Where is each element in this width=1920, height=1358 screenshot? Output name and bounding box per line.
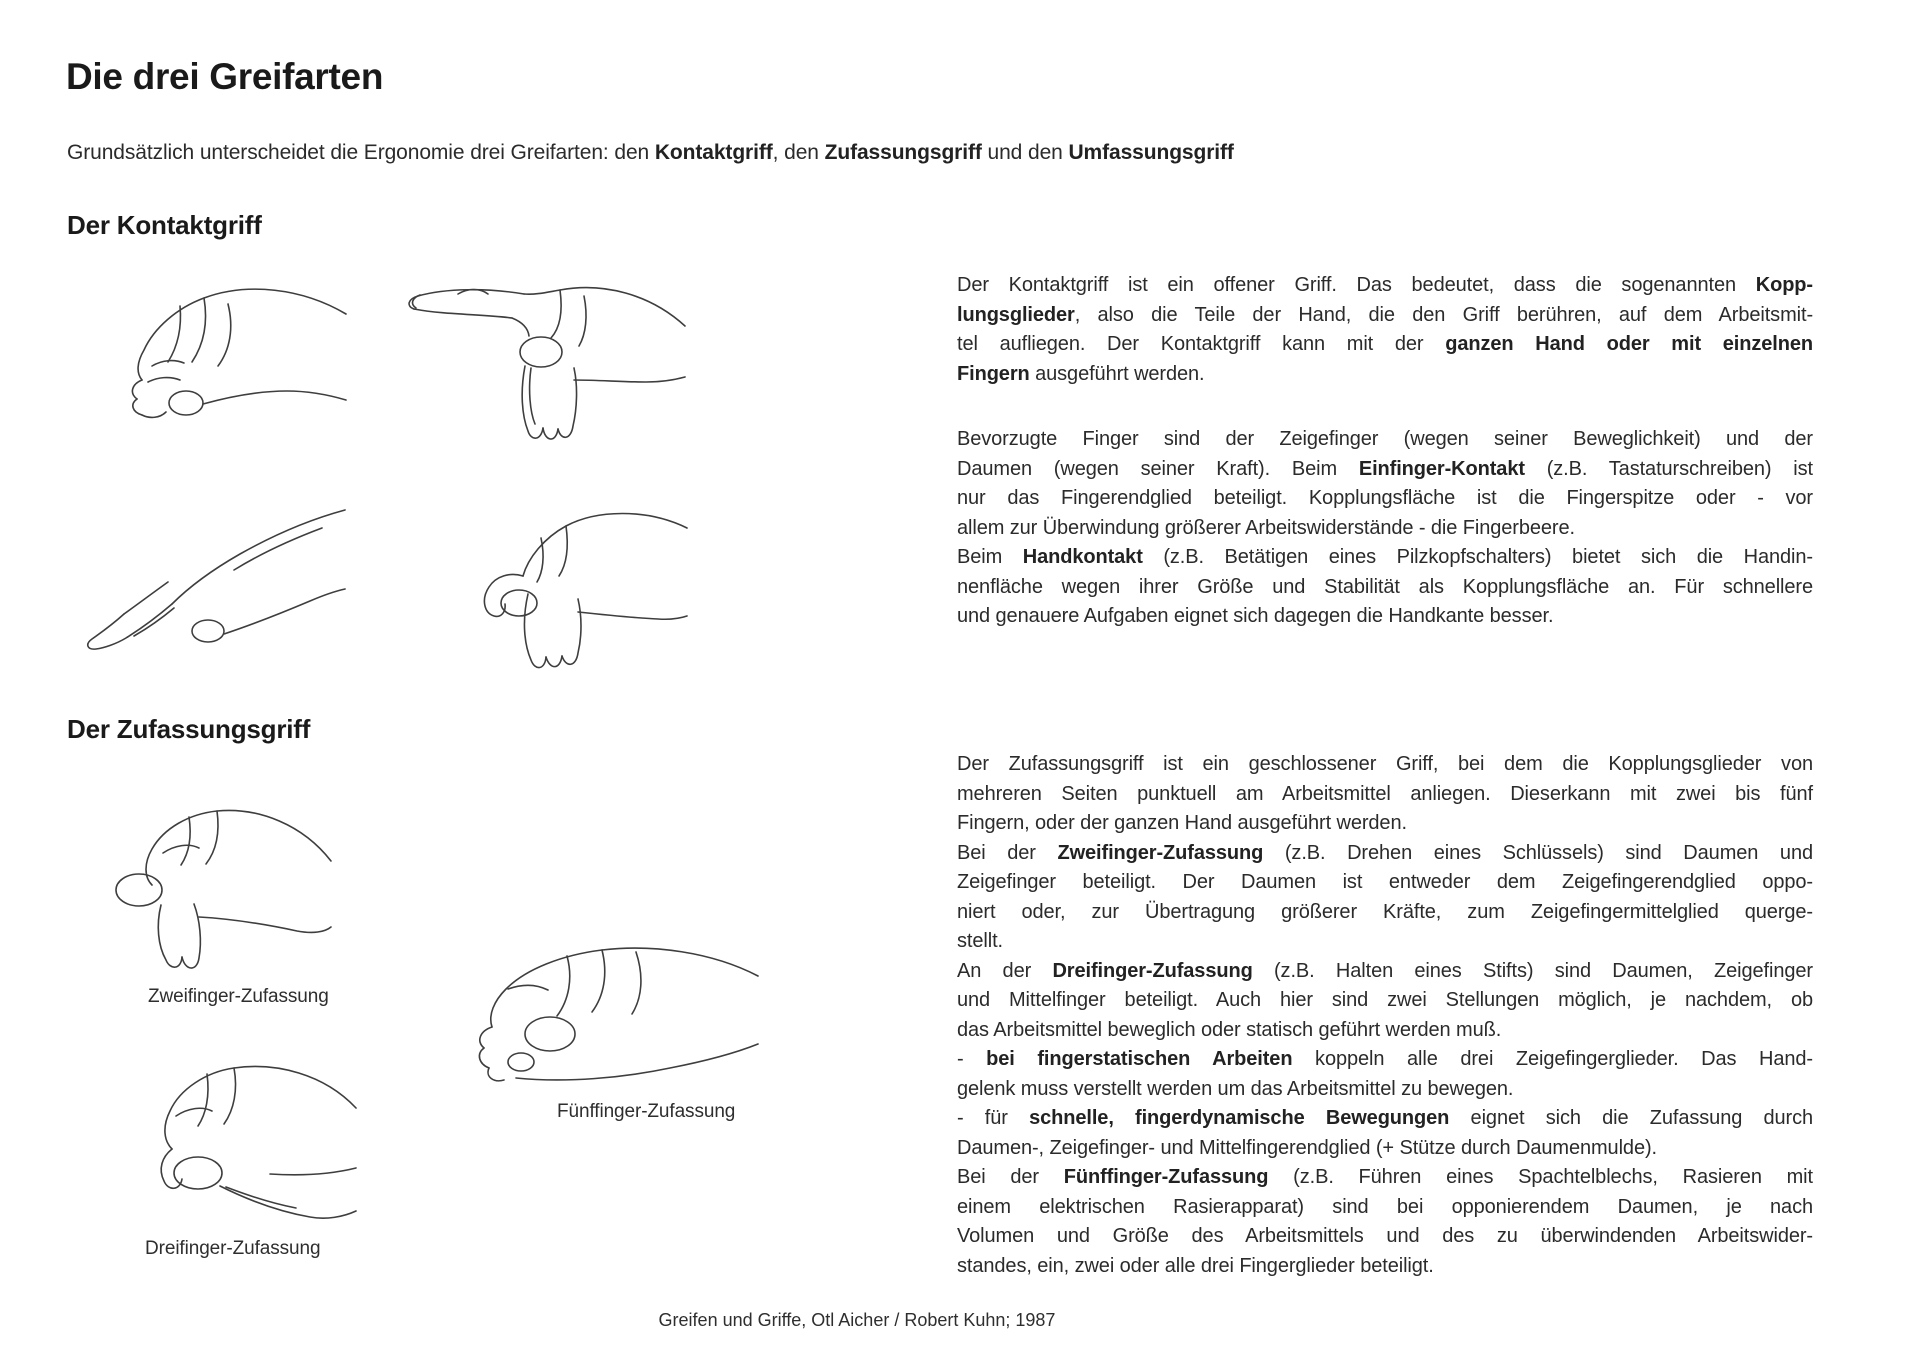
intro-paragraph: Grundsätzlich unterscheidet die Ergonomie drei Greifarten: den Kontaktgriff, den Zufassungsgriff und den Umfassungsgriff — [67, 141, 1234, 164]
fuenffinger-zufassung-label: Fünffinger-Zufassung — [557, 1101, 736, 1122]
page-title: Die drei Greifarten — [66, 56, 384, 97]
section-heading-kontaktgriff: Der Kontaktgriff — [67, 210, 262, 240]
section-heading-zufassungsgriff: Der Zufassungsgriff — [67, 714, 311, 744]
zweifinger-zufassung-hand-illustration — [97, 795, 332, 983]
kontaktgriff-zeigefinger-hakend-illustration — [420, 502, 688, 684]
dreifinger-zufassung-hand-illustration — [112, 1056, 357, 1226]
kontaktgriff-paragraph-1: Der Kontaktgriff ist ein offener Griff. Das bedeutet, dass die sogenannten Kopp- lungsglieder, also die Teile der Hand, die den Griff berühren, auf dem Arbeitsmit- tel aufliegen. Der Kontaktgriff kann mit der ganzen Hand oder mit einzelnen Fingern ausgeführt werden. — [957, 274, 1813, 385]
zweifinger-zufassung-label: Zweifinger-Zufassung — [148, 986, 329, 1007]
kontaktgriff-zeigefinger-illustration — [398, 268, 686, 476]
kontaktgriff-paragraph-2: Bevorzugte Finger sind der Zeigefinger (wegen seiner Beweglichkeit) und der Daumen (wegen seiner Kraft). Beim Einfinger-Kontakt (z.B. Tastaturschreiben) ist nur das Fingerendglied beteiligt. Kopplungsfläche ist die Fingerspitze oder - vor allem zur Überwindung größerer Arbeitswiderstände - die Fingerbeere. Beim Handkontakt (z.B. Betätigen eines Pilzkopfschalters) bietet sich die Handin- nenfläche wegen ihrer Größe und Stabilität als Kopplungsfläche an. Für schnellere und genauere Aufgaben eignet sich dagegen die Handkante besser. — [957, 428, 1813, 627]
zufassungsgriff-paragraph: Der Zufassungsgriff ist ein geschlossener Griff, bei dem die Kopplungsglieder von mehreren Seiten punktuell am Arbeitsmittel anliegen. Dieserkann mit zwei bis fünf Fingern, oder der ganzen Hand ausgeführt werden. Bei der Zweifinger-Zufassung (z.B. Drehen eines Schlüssels) sind Daumen und Zeigefinger beteiligt. Der Daumen ist entweder dem Zeigefingerendglied oppo- niert oder, zur Übertragung größerer Kräfte, zum Zeigefingermittelglied querge- stellt. An der Dreifinger-Zufassung (z.B. Halten eines Stifts) sind Daumen, Zeigefinger und Mittelfinger beteiligt. Auch hier sind zwei Stellungen möglich, je nachdem, ob das Arbeitsmittel beweglich oder statisch geführt werden muß. - bei fingerstatischen Arbeiten koppeln alle drei Zeigefingerglieder. Das Hand- gelenk muss verstellt werden um das Arbeitsmittel zu bewegen. - für schnelle, fingerdynamische Bewegungen eignet sich die Zufassung durch Daumen-, Zeigefinger- und Mittelfingerendglied (+ Stütze durch Daumenmulde). Bei der Fünffinger-Zufassung (z.B. Führen eines Spachtelblechs, Rasieren mit einem elektrischen Rasierapparat) sind bei opponierendem Daumen, je nach Volumen und Größe des Arbeitsmittels und des zu überwindenden Arbeitswider- standes, ein, zwei oder alle drei Fingerglieder beteiligt. — [957, 753, 1814, 1277]
fuenffinger-zufassung-hand-illustration — [424, 940, 759, 1090]
kontaktgriff-hand-schraeg-illustration — [76, 494, 346, 666]
kontaktgriff-hand-flach-illustration — [82, 270, 347, 422]
dreifinger-zufassung-label: Dreifinger-Zufassung — [145, 1238, 321, 1259]
source-caption: Greifen und Griffe, Otl Aicher / Robert Kuhn; 1987 — [658, 1310, 1056, 1330]
